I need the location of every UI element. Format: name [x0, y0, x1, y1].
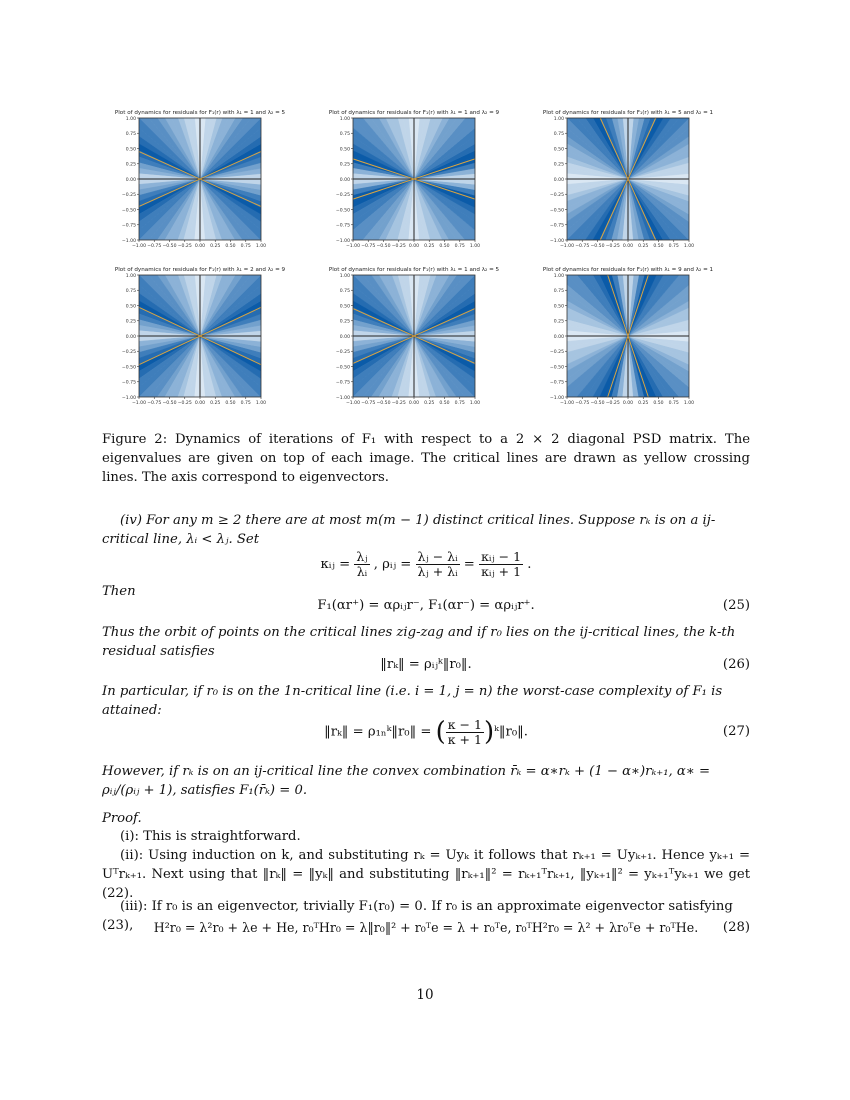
y-tick-label: −0.25: [121, 350, 136, 356]
equation-27-numerator: κ − 1: [447, 716, 482, 732]
proof-part-i: (i): This is straightforward.: [120, 829, 301, 844]
y-tick-label: 1.00: [553, 273, 564, 279]
paragraph-thus: Thus the orbit of points on the critical lines zig-zag and if r₀ lies on the ij-critical lines, the k-th residual satisfies: [102, 625, 736, 659]
y-tick-label: 0.50: [339, 147, 350, 153]
paragraph-iv: (iv) For any m ≥ 2 there are at most m(m − 1) distinct critical lines. Suppose rₖ is on a ij-critical line, λᵢ < λⱼ. Set: [102, 513, 716, 547]
x-tick-label: 1.00: [255, 244, 267, 249]
y-tick-label: 0.00: [339, 334, 350, 340]
x-tick-label: 0.00: [622, 244, 634, 249]
x-tick-label: −0.75: [361, 401, 376, 406]
x-tick-label: −0.25: [605, 401, 620, 406]
x-tick-label: 0.00: [194, 244, 206, 249]
kappa-lhs: κᵢⱼ =: [320, 557, 351, 572]
y-tick-label: −0.50: [549, 208, 564, 214]
x-tick-label: −1.00: [559, 244, 575, 249]
figure-2: [0, 0, 850, 420]
equation-kappa-rho: [102, 545, 750, 585]
equation-27: [102, 712, 750, 752]
paren-close: ): [483, 717, 495, 747]
y-tick-label: −1.00: [335, 238, 350, 244]
y-tick-label: −1.00: [549, 238, 564, 244]
x-tick-label: 0.00: [194, 401, 206, 406]
x-tick-label: 1.00: [255, 401, 267, 406]
x-tick-label: 0.00: [408, 401, 420, 406]
y-tick-label: −0.50: [549, 365, 564, 371]
x-tick-label: 0.75: [240, 401, 251, 406]
x-tick-label: 0.25: [638, 401, 649, 406]
rho-kappa-denominator: κᵢⱼ + 1: [481, 564, 522, 579]
rho-kappa-numerator: κᵢⱼ − 1: [481, 549, 522, 564]
panel-title: Plot of dynamics for residuals for F₁(r) with λ₁ = 1 and λ₂ = 5: [114, 110, 286, 116]
y-tick-label: −0.75: [549, 223, 564, 229]
y-tick-label: 0.00: [125, 334, 136, 340]
y-tick-label: 0.75: [125, 289, 136, 295]
x-tick-label: 0.50: [225, 401, 236, 406]
x-tick-label: −0.25: [177, 244, 192, 249]
y-tick-label: 0.75: [125, 132, 136, 138]
paragraph-however: However, if rₖ is on an ij-critical line the convex combination r̄ₖ = α∗rₖ + (1 − α∗)rₖ₊₁, α∗ = ρᵢⱼ/(ρᵢⱼ + 1), satisfies F₁(r̄ₖ) = 0.: [102, 764, 711, 798]
panel-6: [537, 245, 720, 421]
y-tick-label: 1.00: [125, 273, 136, 279]
y-tick-label: 0.00: [553, 177, 564, 183]
y-tick-label: −0.75: [549, 380, 564, 386]
x-tick-label: −0.25: [605, 244, 620, 249]
y-tick-label: −0.25: [549, 193, 564, 199]
panel-1: [109, 88, 292, 271]
y-tick-label: 0.75: [339, 289, 350, 295]
panel-title: Plot of dynamics for residuals for F₁(r) with λ₁ = 1 and λ₂ = 9: [328, 110, 500, 116]
rho-lhs: , ρᵢⱼ =: [373, 557, 412, 572]
y-tick-label: −0.25: [121, 193, 136, 199]
y-tick-label: −0.75: [121, 223, 136, 229]
equation-27-fraction: [446, 718, 484, 747]
panel-title: Plot of dynamics for residuals for F₁(r) with λ₁ = 9 and λ₂ = 1: [542, 267, 714, 273]
y-tick-label: −0.50: [335, 365, 350, 371]
y-tick-label: 0.50: [553, 147, 564, 153]
x-tick-label: 0.00: [622, 401, 634, 406]
x-tick-label: 0.50: [439, 401, 450, 406]
y-tick-label: 1.00: [553, 116, 564, 122]
y-tick-label: 0.25: [125, 319, 136, 325]
equation-28-body: H²r₀ = λ²r₀ + λe + He, r₀ᵀHr₀ = λ‖r₀‖² + r₀ᵀe = λ + r₀ᵀe, r₀ᵀH²r₀ = λ² + λr₀ᵀe + r₀ᵀHe.: [153, 920, 699, 935]
rho-denominator: λⱼ + λᵢ: [417, 564, 458, 579]
figure-caption: Figure 2: Dynamics of iterations of F₁ with respect to a 2 × 2 diagonal PSD matrix. The eigenvalues are given on top of each image. The critical lines are drawn as yellow crossing lines. The axis correspond to eigenvectors.: [102, 432, 750, 485]
y-tick-label: 0.00: [553, 334, 564, 340]
y-tick-label: 1.00: [339, 116, 350, 122]
x-tick-label: −0.50: [590, 244, 605, 249]
x-tick-label: −0.75: [361, 244, 376, 249]
y-tick-label: 0.50: [125, 304, 136, 310]
paren-open: (: [435, 717, 446, 747]
x-tick-label: 0.50: [653, 401, 664, 406]
x-tick-label: 0.75: [668, 401, 679, 406]
figure-2-panels: [0, 0, 850, 420]
panel-4: [109, 245, 292, 421]
x-tick-label: 0.75: [454, 244, 465, 249]
x-tick-label: −0.50: [376, 401, 391, 406]
x-tick-label: −0.25: [391, 401, 406, 406]
page-number: 10: [416, 987, 434, 1003]
x-tick-label: −1.00: [131, 244, 147, 249]
y-tick-label: −0.25: [335, 193, 350, 199]
x-tick-label: 0.25: [424, 244, 435, 249]
x-tick-label: −1.00: [559, 401, 575, 406]
x-tick-label: −0.25: [391, 244, 406, 249]
x-tick-label: −1.00: [131, 401, 147, 406]
paragraph-in-particular: In particular, if r₀ is on the 1n-critical line (i.e. i = 1, j = n) the worst-case complexity of F₁ is attained:: [102, 684, 723, 718]
x-tick-label: 0.75: [668, 244, 679, 249]
y-tick-label: −1.00: [549, 395, 564, 401]
equation-28-number: (28): [722, 920, 750, 935]
y-tick-label: −0.50: [335, 208, 350, 214]
x-tick-label: 0.50: [439, 244, 450, 249]
panel-title: Plot of dynamics for residuals for F₁(r) with λ₁ = 2 and λ₂ = 9: [114, 267, 286, 273]
equation-25: [102, 598, 750, 622]
y-tick-label: −1.00: [121, 238, 136, 244]
kappa-numerator: λⱼ: [356, 549, 368, 564]
equation-26-number: (26): [722, 657, 750, 672]
y-tick-label: −0.50: [121, 365, 136, 371]
paragraph-then: Then: [102, 584, 136, 599]
y-tick-label: −0.75: [335, 223, 350, 229]
x-tick-label: −0.50: [376, 244, 391, 249]
x-tick-label: −0.75: [147, 401, 162, 406]
y-tick-label: −0.25: [549, 350, 564, 356]
y-tick-label: −0.25: [335, 350, 350, 356]
panel-title: Plot of dynamics for residuals for F₁(r) with λ₁ = 5 and λ₂ = 1: [542, 110, 714, 116]
rho-end: .: [527, 557, 532, 572]
y-tick-label: 0.75: [553, 289, 564, 295]
x-tick-label: 1.00: [683, 401, 695, 406]
rho-numerator: λⱼ − λᵢ: [417, 549, 458, 564]
rho-equals: =: [463, 557, 475, 572]
proof-part-ii: (ii): Using induction on k, and substituting rₖ = Uyₖ it follows that rₖ₊₁ = Uyₖ₊₁. Hence yₖ₊₁ = Uᵀrₖ₊₁. Next using that ‖rₖ‖ = ‖yₖ‖ and substituting ‖rₖ₊₁‖² = rₖ₊₁ᵀrₖ₊₁, ‖yₖ₊₁‖² = yₖ₊₁ᵀyₖ₊₁ we get (22).: [102, 848, 750, 901]
y-tick-label: 0.50: [553, 304, 564, 310]
y-tick-label: −0.75: [335, 380, 350, 386]
x-tick-label: −0.75: [575, 401, 590, 406]
kappa-denominator: λᵢ: [356, 564, 368, 579]
proof-heading: Proof.: [102, 811, 142, 826]
x-tick-label: −0.75: [575, 244, 590, 249]
panel-5: [323, 245, 506, 421]
rho-kappa-fraction: [479, 550, 523, 579]
proof-part-iii: (iii): If r₀ is an eigenvector, trivially F₁(r₀) = 0. If r₀ is an approximate eigenvector satisfying (23),: [102, 899, 733, 933]
y-tick-label: 1.00: [125, 116, 136, 122]
equation-27-number: (27): [722, 724, 750, 739]
y-tick-label: 0.25: [553, 319, 564, 325]
x-tick-label: −0.50: [590, 401, 605, 406]
y-tick-label: 0.00: [339, 177, 350, 183]
x-tick-label: 0.25: [210, 401, 221, 406]
equation-27-rhs: ᵏ‖r₀‖.: [494, 724, 528, 740]
y-tick-label: 0.25: [553, 162, 564, 168]
y-tick-label: 0.25: [339, 319, 350, 325]
x-tick-label: 0.00: [408, 244, 420, 249]
y-tick-label: 0.50: [339, 304, 350, 310]
y-tick-label: −0.75: [121, 380, 136, 386]
x-tick-label: 0.25: [424, 401, 435, 406]
x-tick-label: −1.00: [345, 401, 361, 406]
equation-28: [102, 920, 750, 944]
y-tick-label: 1.00: [339, 273, 350, 279]
x-tick-label: 0.75: [240, 244, 251, 249]
equation-25-body: F₁(αr⁺) = αρᵢⱼr⁻, F₁(αr⁻) = αρᵢⱼr⁺.: [317, 598, 535, 613]
equation-27-denominator: κ + 1: [447, 731, 482, 747]
x-tick-label: 0.25: [210, 244, 221, 249]
kappa-fraction: [354, 550, 369, 579]
y-tick-label: −1.00: [335, 395, 350, 401]
x-tick-label: 0.50: [653, 244, 664, 249]
x-tick-label: 1.00: [469, 244, 481, 249]
panel-3: [537, 88, 720, 271]
equation-26-body: ‖rₖ‖ = ρᵢⱼᵏ‖r₀‖.: [380, 657, 472, 672]
x-tick-label: 0.50: [225, 244, 236, 249]
x-tick-label: −0.50: [162, 401, 177, 406]
panel-title: Plot of dynamics for residuals for F₁(r) with λ₁ = 1 and λ₂ = 5: [328, 267, 500, 273]
equation-27-lhs: ‖rₖ‖ = ρ₁ₙᵏ‖r₀‖ =: [324, 724, 432, 740]
x-tick-label: 0.25: [638, 244, 649, 249]
y-tick-label: 0.00: [125, 177, 136, 183]
rho-fraction: [416, 550, 460, 579]
x-tick-label: 1.00: [469, 401, 481, 406]
y-tick-label: −1.00: [121, 395, 136, 401]
x-tick-label: −0.25: [177, 401, 192, 406]
x-tick-label: 0.75: [454, 401, 465, 406]
x-tick-label: −0.75: [147, 244, 162, 249]
equation-25-number: (25): [722, 598, 750, 613]
y-tick-label: 0.25: [339, 162, 350, 168]
y-tick-label: 0.50: [125, 147, 136, 153]
y-tick-label: −0.50: [121, 208, 136, 214]
y-tick-label: 0.75: [339, 132, 350, 138]
panel-2: [323, 88, 506, 271]
x-tick-label: 1.00: [683, 244, 695, 249]
x-tick-label: −1.00: [345, 244, 361, 249]
equation-26: [102, 657, 750, 681]
y-tick-label: 0.75: [553, 132, 564, 138]
y-tick-label: 0.25: [125, 162, 136, 168]
x-tick-label: −0.50: [162, 244, 177, 249]
